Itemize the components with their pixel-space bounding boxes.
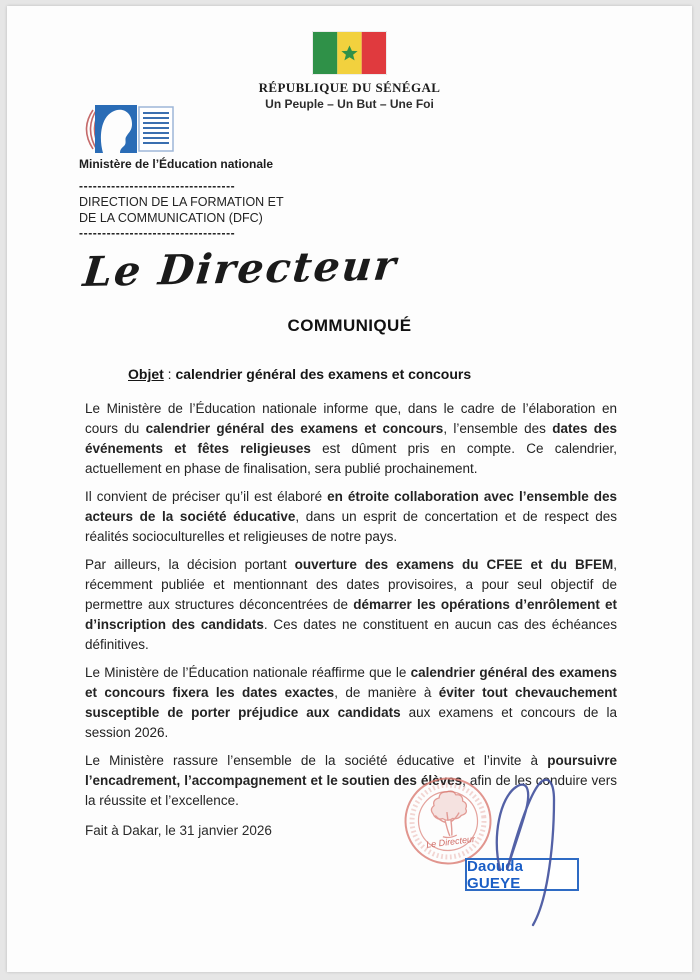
direction-line-1: DIRECTION DE LA FORMATION ET — [79, 195, 284, 209]
text-run: aux examens et concours de la session 2026. — [85, 705, 618, 740]
text-run: , de manière à — [334, 685, 439, 700]
paragraph — [85, 751, 617, 811]
text-run: dates des événements et fêtes religieuses — [85, 421, 618, 456]
republic-title: RÉPUBLIQUE DU SÉNÉGAL — [258, 80, 441, 95]
text-run: est dûment pris en compte. Ce calendrier, actuellement en phase de finalisation, sera publié prochainement. — [85, 441, 617, 476]
senegal-flag-icon — [312, 31, 387, 75]
text-run: Le Ministère rassure l’ensemble de la société éducative et l’invite à — [85, 753, 548, 768]
text-run: , dans un esprit de concertation et de respect des réalités socioculturelles et religieuses de notre pays. — [85, 509, 617, 544]
ministry-block — [79, 105, 319, 239]
paragraph — [85, 399, 617, 479]
document-page — [7, 6, 692, 972]
paragraph — [85, 487, 617, 547]
direction-line-2: DE LA COMMUNICATION (DFC) — [79, 210, 263, 225]
text-run: Le Ministère de l’Éducation nationale réaffirme que le — [85, 665, 411, 680]
national-motto: Un Peuple – Un But – Une Foi — [265, 97, 434, 111]
text-run: ouverture des examens du CFEE et du BFEM — [294, 557, 614, 572]
director-script-heading: Le Directeur — [80, 241, 400, 296]
text-run: éviter tout chevauchement susceptible de porter préjudice aux candidats — [85, 685, 617, 720]
header-flag-block — [7, 6, 692, 111]
divider-dashed-top: ---------------------------------- — [79, 181, 236, 192]
text-run: , afin de les conduire vers la réussite et l’excellence. — [85, 773, 618, 808]
signatory-name-box — [465, 858, 579, 891]
communique-title: COMMUNIQUÉ — [287, 316, 412, 335]
paragraph — [85, 663, 617, 743]
divider-dashed-bottom: ---------------------------------- — [79, 228, 236, 239]
paragraph — [85, 555, 617, 655]
text-run: Par ailleurs, la décision portant — [85, 557, 295, 572]
text-run: : — [163, 366, 176, 382]
text-run: , récemment publiée et mentionnant des dates provisoires, a pour seul objectif de permettre aux structures déconcentrées de — [85, 557, 617, 612]
date-place-line: Fait à Dakar, le 31 janvier 2026 — [85, 823, 272, 838]
text-run: calendrier général des examens et concours — [175, 366, 472, 382]
text-run: en étroite collaboration avec l’ensemble des acteurs de la société éducative — [85, 489, 617, 524]
text-run: Objet — [128, 366, 164, 382]
text-run: Le Ministère de l’Éducation nationale informe que, dans le cadre de l’élaboration en cours du — [85, 401, 617, 436]
ministry-name: Ministère de l’Éducation nationale — [79, 157, 274, 171]
text-run: Il convient de préciser qu’il est élaboré — [85, 489, 328, 504]
signatory-name: Daouda GUEYE — [467, 857, 524, 892]
body-paragraphs — [85, 399, 617, 811]
text-run: , l’ensemble des — [443, 421, 553, 436]
text-run: calendrier général des examens et concours — [145, 421, 444, 436]
text-run: poursuivre l’encadrement, l’accompagnement et le soutien des élèves — [85, 753, 617, 788]
subject-line — [128, 365, 617, 383]
ministry-logo-icon — [79, 105, 175, 153]
stamp-center-text: Le Directeur — [425, 833, 476, 850]
text-run: . Ces dates ne constituent en aucun cas des échéances définitives. — [85, 617, 617, 652]
text-run: calendrier général des examens et concours fixera les dates exactes — [85, 665, 617, 700]
text-run: démarrer les opérations d’enrôlement et d’inscription des candidats — [85, 597, 617, 632]
